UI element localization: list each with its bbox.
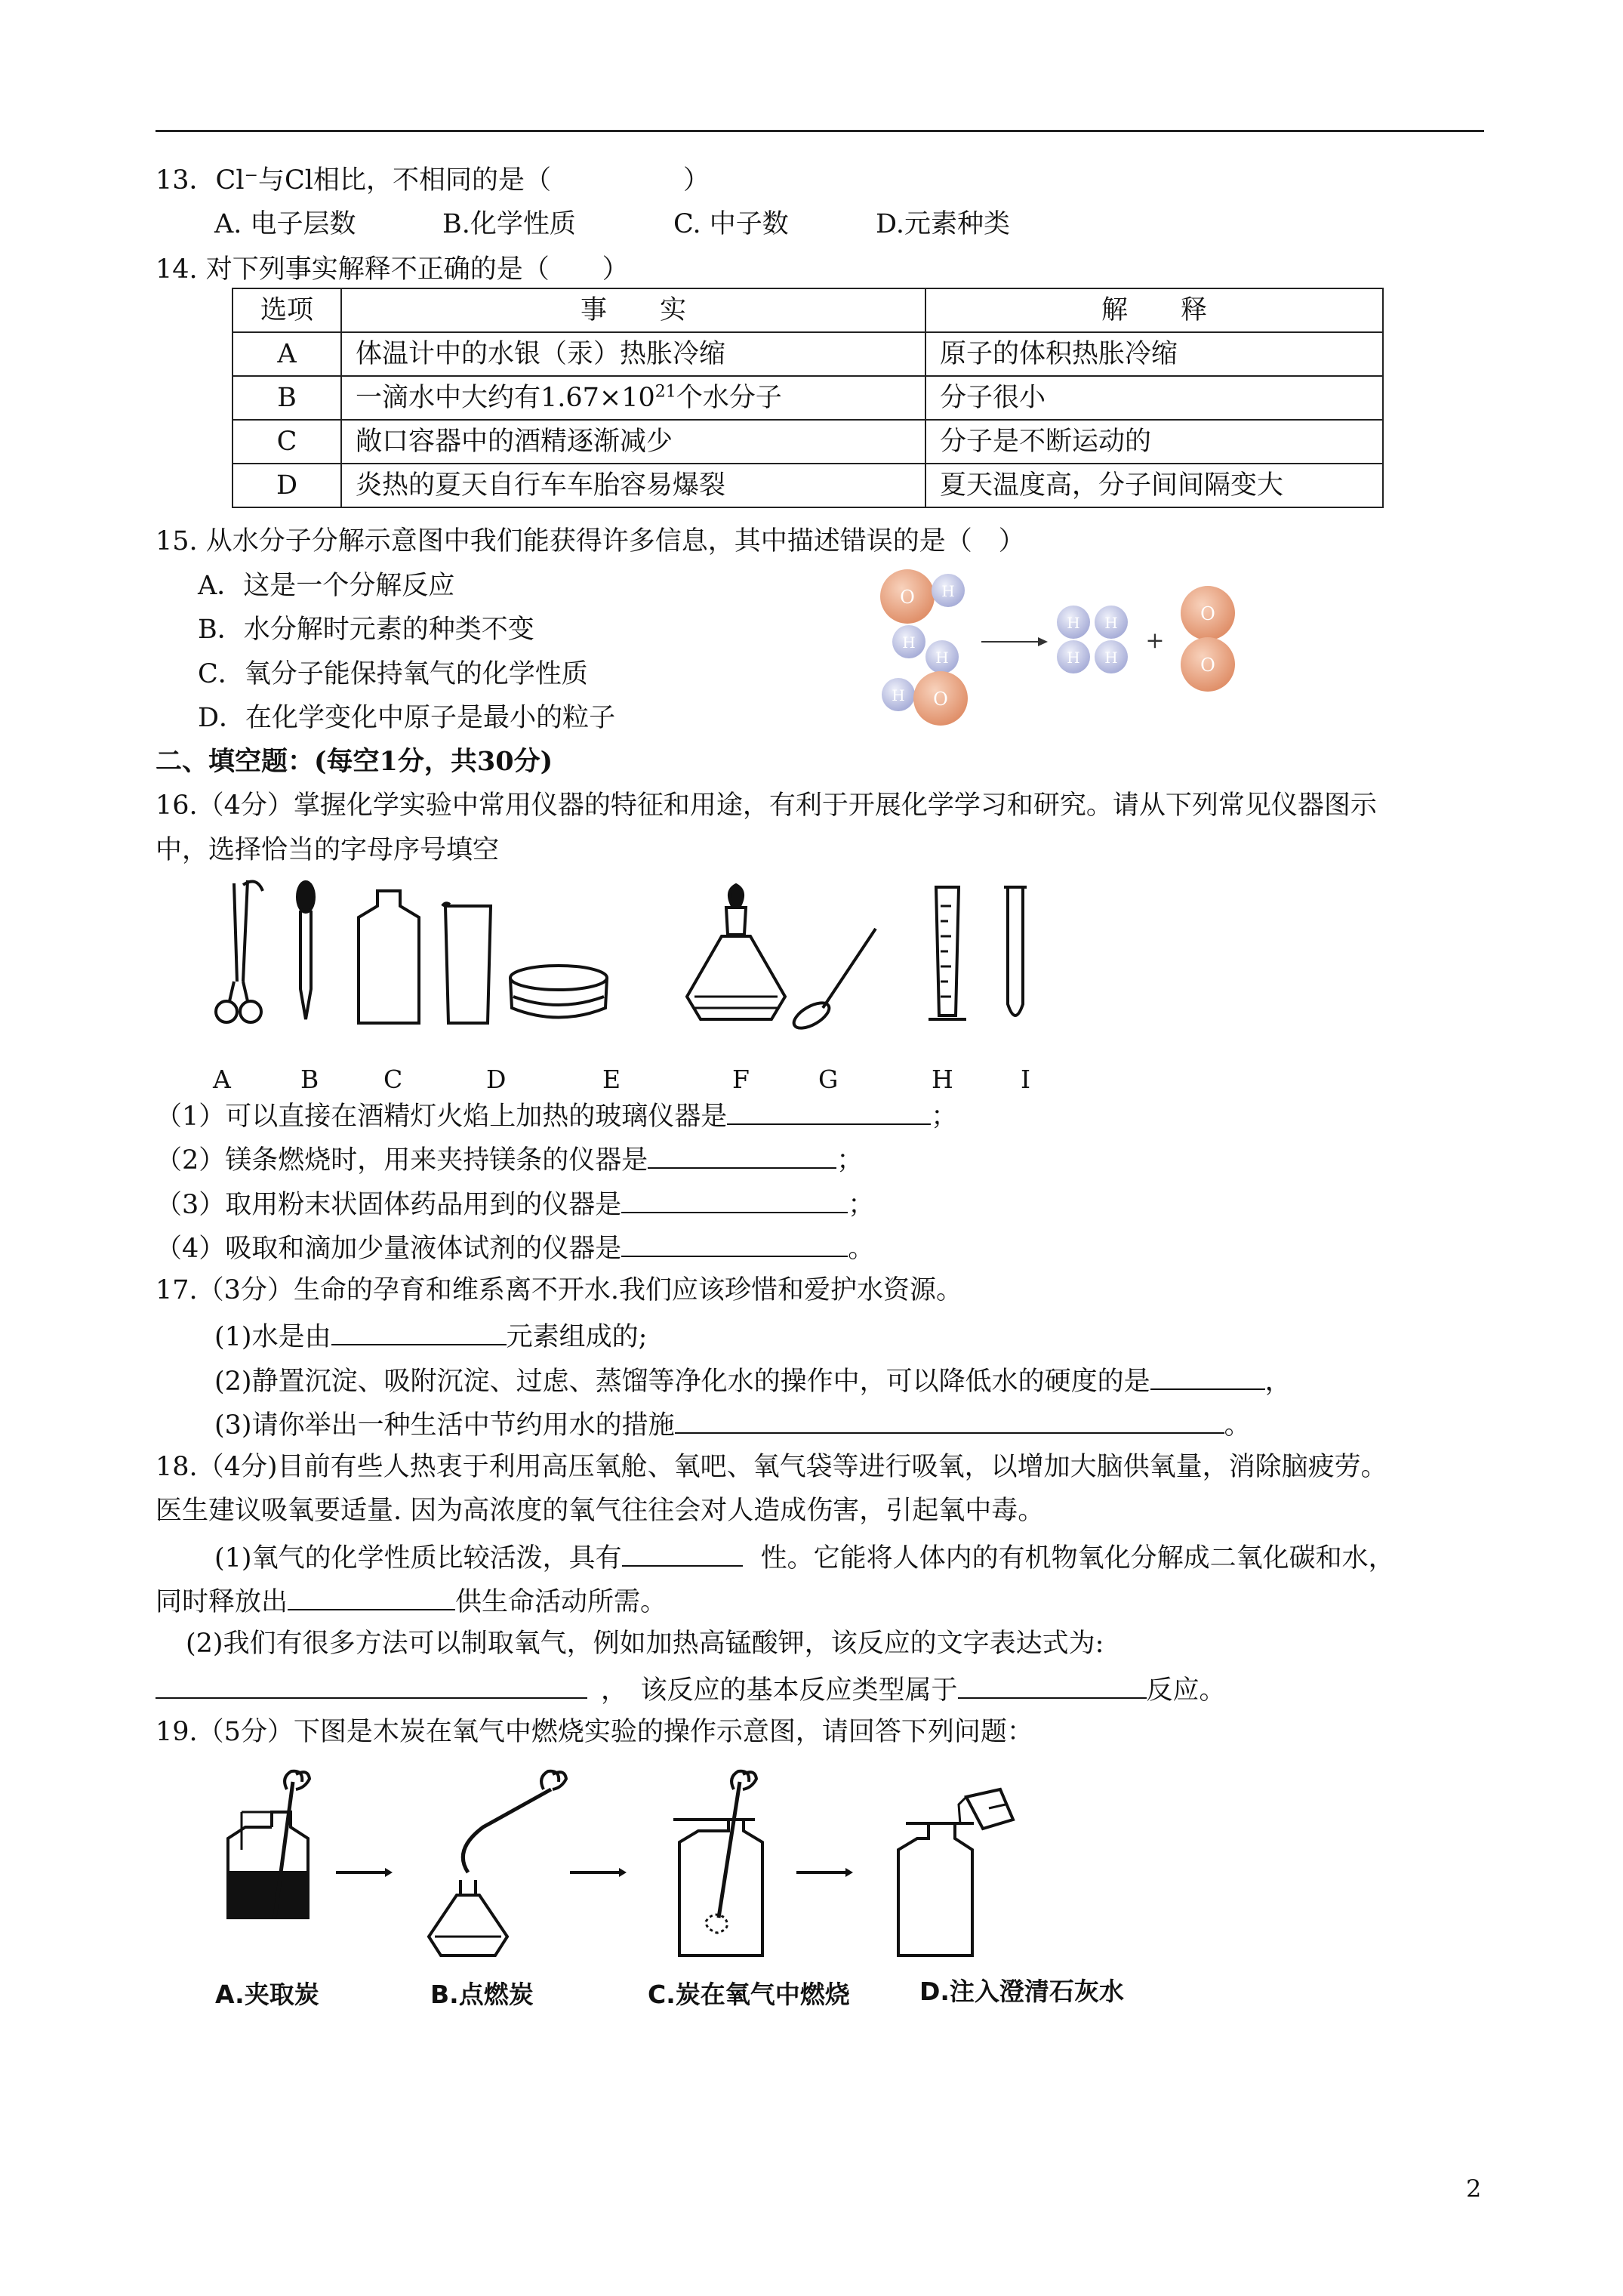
answer-blank[interactable] bbox=[727, 1098, 931, 1125]
q18-line1: 18.（4分)目前有些人热衷于利用高压氧舱、氧吧、氧气袋等进行吸氧，以增加大脑供氧量，消除脑疲劳。 bbox=[156, 1452, 1387, 1482]
row-key: A bbox=[233, 332, 341, 376]
step-a-illustration bbox=[228, 1771, 310, 1918]
q17-part-3-text: (3)请你举出一种生活中节约用水的措施 bbox=[214, 1410, 675, 1441]
q17-stem: 17.（3分）生命的孕育和维系离不开水.我们应该珍惜和爱护水资源。 bbox=[156, 1275, 963, 1305]
instrument-label-e: E bbox=[602, 1065, 621, 1094]
q16-item-4-end: 。 bbox=[848, 1234, 875, 1264]
q13-option-d: D.元素种类 bbox=[876, 209, 1010, 239]
instrument-label-h: H bbox=[932, 1065, 953, 1094]
lab-instruments-figure bbox=[204, 876, 1049, 1049]
row-fact-post: 个水分子 bbox=[676, 383, 782, 413]
q17-part-3 bbox=[214, 1407, 1251, 1441]
q17-part-2-text: (2)静置沉淀、吸附沉淀、过虑、蒸馏等净化水的操作中，可以降低水的硬度的是 bbox=[214, 1367, 1150, 1397]
crucible-tongs-icon bbox=[216, 880, 263, 1022]
step-a-caption: A.夹取炭 bbox=[215, 1980, 319, 2009]
q13-option-c: C. 中子数 bbox=[673, 209, 789, 239]
medicine-spoon-icon bbox=[790, 929, 876, 1033]
row-fact: 体温计中的水银（汞）热胀冷缩 bbox=[341, 332, 925, 376]
q18-part-2-end: 反应。 bbox=[1146, 1675, 1226, 1706]
answer-blank[interactable] bbox=[1150, 1363, 1265, 1390]
answer-blank[interactable] bbox=[621, 1186, 848, 1213]
evaporating-dish-icon bbox=[510, 966, 607, 1018]
table-row bbox=[233, 420, 1383, 464]
q18-part-2: (2)我们有很多方法可以制取氧气，例如加热高锰酸钾，该反应的文字表达式为: bbox=[186, 1629, 1104, 1659]
arrow-head bbox=[845, 1868, 853, 1877]
q16-stem-line2: 中，选择恰当的字母序号填空 bbox=[156, 835, 500, 865]
step-c-caption: C.炭在氧气中燃烧 bbox=[648, 1980, 850, 2009]
q16-item-2-end: ； bbox=[836, 1145, 864, 1176]
atom-label: H bbox=[1104, 649, 1118, 667]
q13-option-a: A. 电子层数 bbox=[214, 209, 356, 239]
q18-part-1-line2 bbox=[156, 1583, 667, 1618]
instrument-label-i: I bbox=[1021, 1065, 1031, 1094]
atom-label: H bbox=[902, 633, 916, 652]
q15-stem: 15. 从水分子分解示意图中我们能获得许多信息，其中描述错误的是（ ） bbox=[156, 526, 1025, 556]
atom-label: H bbox=[935, 649, 949, 667]
q15-option-c: C．氧分子能保持氧气的化学性质 bbox=[198, 659, 588, 689]
q16-item-4-text: （4）吸取和滴加少量液体试剂的仪器是 bbox=[156, 1234, 622, 1264]
answer-blank[interactable] bbox=[622, 1539, 743, 1567]
q19-stem: 19.（5分）下图是木炭在氧气中燃烧实验的操作示意图，请回答下列问题： bbox=[156, 1717, 1033, 1747]
reaction-arrow-head bbox=[1038, 637, 1048, 646]
row-key: B bbox=[233, 376, 341, 420]
step-b-caption: B.点燃炭 bbox=[430, 1980, 534, 2009]
q16-item-3-end: ； bbox=[848, 1190, 875, 1220]
q15-option-d: D．在化学变化中原子是最小的粒子 bbox=[198, 703, 616, 733]
page-number: 2 bbox=[1466, 2174, 1482, 2203]
charcoal-experiment-figure bbox=[211, 1767, 1163, 1993]
instrument-label-b: B bbox=[300, 1065, 319, 1094]
step-b-illustration bbox=[429, 1771, 566, 1955]
row-explain: 夏天温度高，分子间间隔变大 bbox=[925, 464, 1383, 507]
row-fact: 炎热的夏天自行车车胎容易爆裂 bbox=[341, 464, 925, 507]
q13-stem: 13．Cl⁻与Cl相比，不相同的是（ ） bbox=[156, 165, 710, 196]
instrument-label-g: G bbox=[818, 1065, 839, 1094]
q18-part-1-cont: 性。它能将人体内的有机物氧化分解成二氧化碳和水， bbox=[760, 1543, 1395, 1573]
answer-blank[interactable] bbox=[331, 1318, 507, 1345]
answer-blank[interactable] bbox=[648, 1142, 836, 1169]
water-decomposition-diagram bbox=[868, 559, 1291, 732]
q18-part-1-end: 供生命活动所需。 bbox=[455, 1587, 667, 1617]
q17-part-1-end: 元素组成的; bbox=[506, 1322, 648, 1352]
instrument-label-a: A bbox=[213, 1065, 231, 1094]
table-row bbox=[233, 464, 1383, 507]
row-key: D bbox=[233, 464, 341, 507]
q16-item-3-text: （3）取用粉末状固体药品用到的仪器是 bbox=[156, 1190, 622, 1220]
q17-part-1-text: (1)水是由 bbox=[214, 1322, 331, 1352]
q16-item-2 bbox=[156, 1142, 863, 1176]
atom-label: H bbox=[1067, 649, 1080, 667]
arrow-head bbox=[619, 1868, 627, 1877]
answer-blank[interactable] bbox=[675, 1407, 1224, 1434]
atom-label: O bbox=[900, 587, 915, 608]
q16-stem-line1: 16.（4分）掌握化学实验中常用仪器的特征和用途，有利于开展化学学习和研究。请从下列常见仪器图示 bbox=[156, 791, 1377, 821]
row-explain: 分子是不断运动的 bbox=[925, 420, 1383, 464]
graduated-cylinder-icon bbox=[929, 887, 966, 1019]
atom-label: H bbox=[1067, 614, 1080, 632]
q13-option-b: B.化学性质 bbox=[442, 209, 576, 239]
section-2-heading: 二、填空题：(每空1分，共30分) bbox=[156, 746, 553, 777]
q18-part-1-text: (1)氧气的化学性质比较活泼，具有 bbox=[214, 1543, 622, 1573]
q17-part-2-end: ， bbox=[1264, 1367, 1292, 1397]
atom-label: H bbox=[1104, 614, 1118, 632]
step-d-illustration bbox=[898, 1789, 1013, 1955]
q14-table bbox=[232, 288, 1384, 508]
q16-item-3 bbox=[156, 1186, 874, 1221]
q15-option-a: A．这是一个分解反应 bbox=[198, 571, 455, 601]
atom-label: H bbox=[892, 686, 905, 704]
table-header-row bbox=[233, 288, 1383, 332]
q16-item-1-end: ； bbox=[931, 1102, 958, 1132]
table-row bbox=[233, 376, 1383, 420]
header-fact: 事 实 bbox=[341, 288, 925, 332]
answer-blank[interactable] bbox=[288, 1583, 455, 1610]
q18-part-1 bbox=[214, 1539, 1395, 1574]
header-option: 选项 bbox=[233, 288, 341, 332]
q18-part-1-text2: 同时释放出 bbox=[156, 1587, 288, 1617]
reagent-bottle-icon bbox=[359, 891, 419, 1023]
row-explain: 原子的体积热胀冷缩 bbox=[925, 332, 1383, 376]
beaker-icon bbox=[442, 903, 491, 1023]
table-row bbox=[233, 332, 1383, 376]
q18-line2: 医生建议吸氧要适量. 因为高浓度的氧气往往会对人造成伤害，引起氧中毒。 bbox=[156, 1496, 1045, 1526]
q17-part-2 bbox=[214, 1363, 1292, 1398]
q17-part-1 bbox=[214, 1318, 647, 1353]
step-c-illustration bbox=[673, 1771, 762, 1955]
instrument-label-c: C bbox=[383, 1065, 403, 1094]
atom-label: O bbox=[1200, 655, 1215, 676]
answer-blank[interactable] bbox=[958, 1672, 1147, 1699]
dropper-icon bbox=[297, 882, 314, 1019]
q18-part-2-text: ， 该反应的基本反应类型属于 bbox=[601, 1675, 958, 1706]
instrument-label-d: D bbox=[486, 1065, 507, 1094]
row-fact-pre: 一滴水中大约有1.67×10 bbox=[356, 383, 655, 413]
q15-option-b: B．水分解时元素的种类不变 bbox=[198, 615, 534, 645]
row-explain: 分子很小 bbox=[925, 376, 1383, 420]
q16-item-2-text: （2）镁条燃烧时，用来夹持镁条的仪器是 bbox=[156, 1145, 648, 1176]
plus-sign: + bbox=[1145, 627, 1165, 654]
alcohol-lamp-icon bbox=[687, 885, 785, 1019]
row-fact: 敞口容器中的酒精逐渐减少 bbox=[341, 420, 925, 464]
q14-stem: 14. 对下列事实解释不正确的是（ ） bbox=[156, 254, 629, 285]
atom-label: H bbox=[941, 582, 955, 600]
test-tube-icon bbox=[1004, 887, 1027, 1015]
top-rule bbox=[156, 130, 1484, 132]
q16-item-4 bbox=[156, 1230, 874, 1265]
answer-blank[interactable] bbox=[156, 1672, 587, 1699]
q17-part-3-end: 。 bbox=[1224, 1410, 1251, 1441]
atom-label: O bbox=[1200, 603, 1215, 624]
row-fact bbox=[341, 376, 925, 420]
atom-label: O bbox=[933, 689, 948, 710]
arrow-head bbox=[385, 1868, 393, 1877]
step-d-caption: D.注入澄清石灰水 bbox=[919, 1977, 1124, 2006]
q16-item-1-text: （1）可以直接在酒精灯火焰上加热的玻璃仪器是 bbox=[156, 1102, 728, 1132]
header-explain: 解 释 bbox=[925, 288, 1383, 332]
q16-item-1 bbox=[156, 1098, 957, 1133]
answer-blank[interactable] bbox=[621, 1230, 848, 1257]
q18-part-2-line2 bbox=[156, 1672, 1226, 1706]
instrument-label-f: F bbox=[732, 1065, 750, 1094]
row-fact-exponent: 21 bbox=[654, 382, 676, 402]
row-key: C bbox=[233, 420, 341, 464]
